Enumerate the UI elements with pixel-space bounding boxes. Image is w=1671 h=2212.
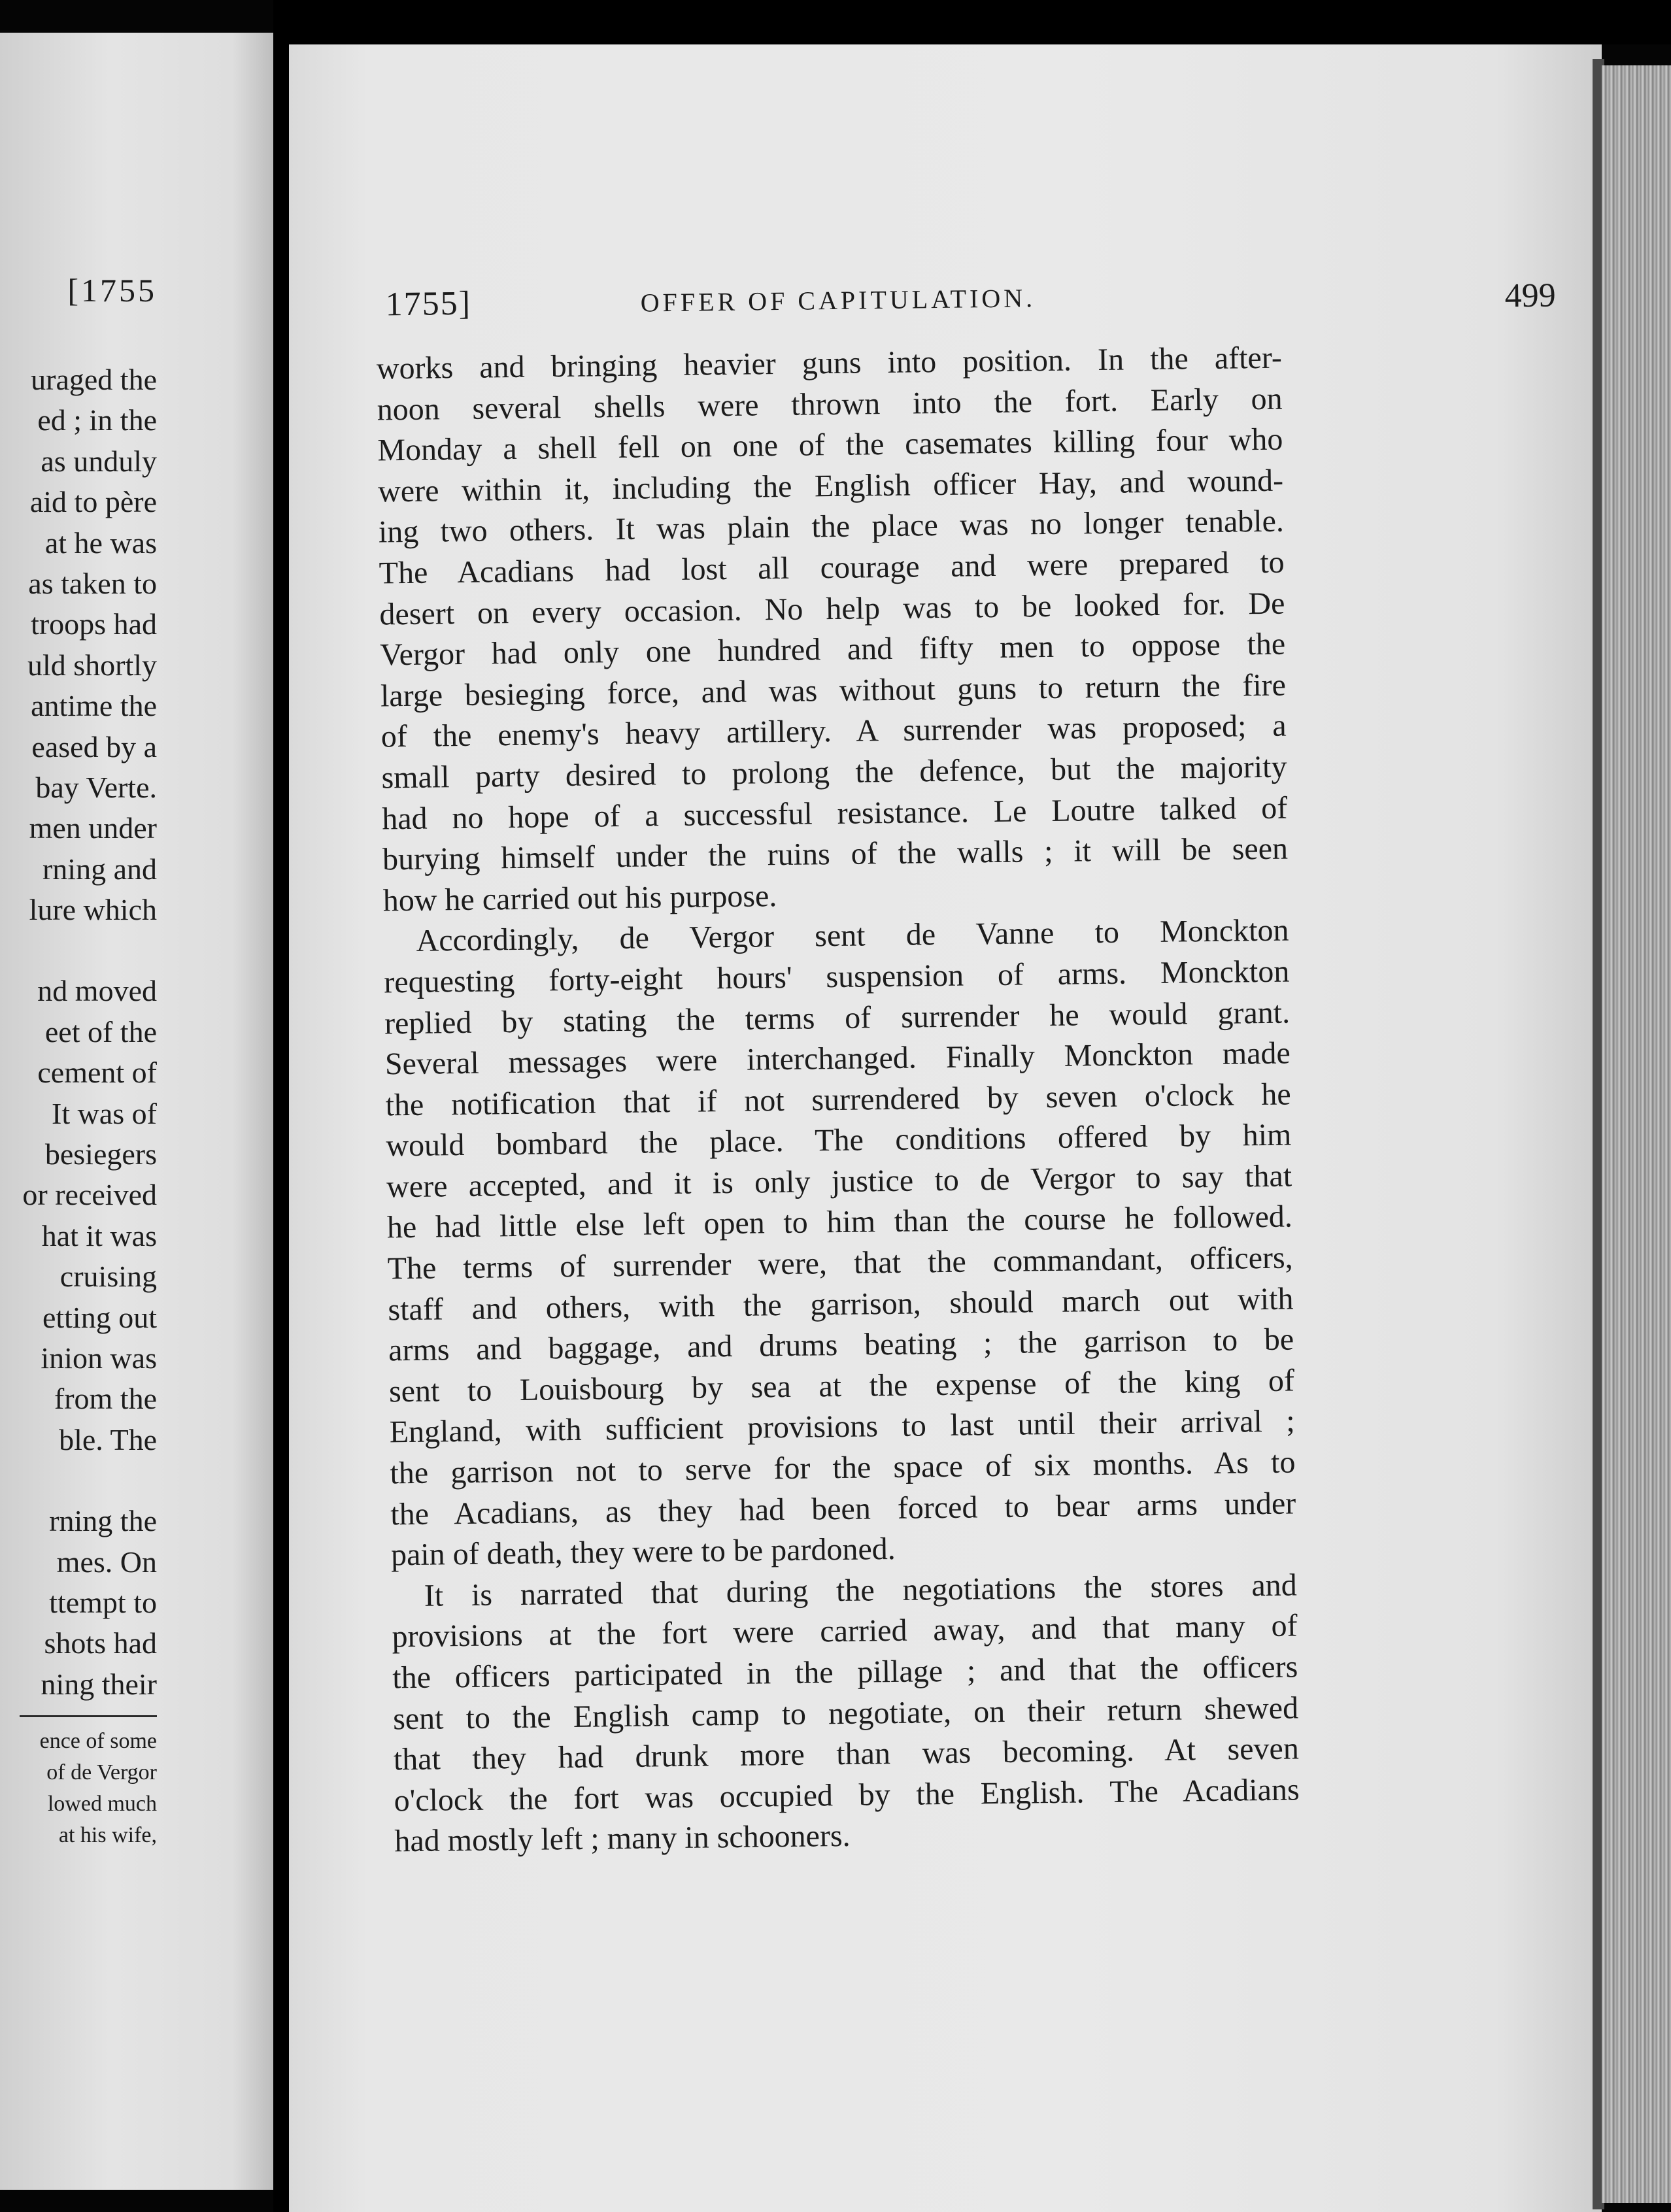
left-page-line: inion was (41, 1341, 157, 1375)
left-page-line: lure which (29, 893, 157, 927)
text-line: sent to the English camp to negotiate, on their return shewed (392, 1690, 1299, 1736)
left-footnote-line: of de Vergor (46, 1760, 157, 1785)
left-page-line: as unduly (41, 444, 157, 478)
text-line: pain of death, they were to be pardoned. (390, 1532, 896, 1573)
text-line: The Acadians had lost all courage and were prepared to (379, 545, 1285, 591)
left-page-line: shots had (44, 1626, 157, 1660)
text-line: works and bringing heavier guns into position. In the after- (376, 340, 1283, 386)
text-line: staff and others, with the garrison, should march out with (388, 1281, 1294, 1328)
left-page-line: ble. The (59, 1422, 157, 1456)
left-page-line: at he was (44, 526, 157, 560)
running-head-year: 1755] (385, 284, 472, 324)
text-line: the officers participated in the pillage ; and that the officers (392, 1649, 1298, 1696)
left-page-line: aid to père (29, 485, 157, 519)
text-line: desert on every occasion. No help was to be looked for. De (379, 586, 1285, 632)
text-line: Vergor had only one hundred and fifty men to oppose the (379, 626, 1286, 673)
text-line: arms and baggage, and drums beating ; the garrison to be (388, 1322, 1294, 1368)
text-line: the notification that if not surrendered by seven o'clock he (385, 1077, 1291, 1123)
left-page-text (0, 360, 157, 1705)
text-line: the Acadians, as they had been forced to bear arms under (390, 1486, 1296, 1532)
left-page-line: cruising (59, 1260, 157, 1294)
left-page-line: eet of the (44, 1014, 157, 1048)
running-head (385, 271, 1582, 337)
left-page-line: rning the (49, 1504, 157, 1538)
left-page-line: troops had (31, 607, 157, 641)
text-line: were accepted, and it is only justice to de Vergor to say that (386, 1158, 1292, 1205)
left-page-line: men under (29, 811, 157, 845)
page-number: 499 (1504, 276, 1557, 315)
running-head-title: OFFER OF CAPITULATION. (640, 283, 1036, 318)
book-page (289, 44, 1602, 2212)
text-line: had no hope of a successful resistance. Le Loutre talked of (381, 790, 1288, 836)
left-page-line: It was of (52, 1096, 157, 1130)
text-line: noon several shells were thrown into the fort. Early on (377, 381, 1283, 427)
text-line: were within it, including the English officer Hay, and wound- (377, 463, 1284, 509)
text-line: requesting forty-eight hours' suspension of arms. Monckton (384, 954, 1290, 1000)
left-page-line: from the (54, 1382, 157, 1416)
text-line: It is narrated that during the negotiations the stores and (424, 1567, 1298, 1613)
left-page-line: mes. On (56, 1545, 157, 1579)
page-content (278, 37, 1617, 2209)
left-page-line: as taken to (28, 566, 157, 600)
text-line: he had little else left open to him than the course he followed. (386, 1199, 1293, 1245)
left-page-line: ning their (41, 1667, 157, 1701)
left-page-line: rning and (42, 852, 157, 886)
text-line: how he carried out his purpose. (382, 878, 777, 918)
text-line: would bombard the place. The conditions offered by him (386, 1117, 1292, 1164)
text-line: o'clock the fort was occupied by the English. The Acadians (394, 1772, 1300, 1818)
left-page-line (0, 1460, 157, 1501)
text-line: the garrison not to serve for the space of six months. As to (390, 1445, 1296, 1491)
text-line: replied by stating the terms of surrender he would grant. (384, 995, 1291, 1041)
text-line: burying himself under the ruins of the walls ; it will be seen (382, 831, 1289, 877)
text-line: small party desired to prolong the defence, but the majority (381, 749, 1287, 796)
text-line: that they had drunk more than was becoming. At seven (393, 1731, 1300, 1777)
left-page-fragment (0, 33, 273, 2190)
left-page-line: bay Verte. (35, 770, 157, 804)
left-page-line: cement of (37, 1056, 157, 1090)
text-line: large besieging force, and was without guns to return the fire (380, 667, 1287, 714)
body-text (377, 338, 1300, 1863)
left-page-line: or received (22, 1178, 157, 1212)
left-page-line: eased by a (31, 729, 157, 763)
left-page-running-head: [1755 (67, 272, 157, 309)
left-footnote-line: lowed much (47, 1792, 157, 1816)
left-page-line (0, 930, 157, 971)
left-footnote-line: ence of some (39, 1729, 157, 1753)
page-edge-stack (1602, 65, 1671, 2203)
text-line: ing two others. It was plain the place was no longer tenable. (378, 503, 1285, 550)
left-page-line: hat it was (41, 1218, 157, 1252)
text-line: sent to Louisbourg by sea at the expense of the king of (388, 1363, 1295, 1409)
footnote-rule (20, 1715, 157, 1717)
left-page-line: uraged the (31, 363, 157, 396)
text-line: The terms of surrender were, that the commandant, officers, (387, 1240, 1293, 1286)
text-line: had mostly left ; many in schooners. (394, 1818, 851, 1859)
text-line: Several messages were interchanged. Finally Monckton made (384, 1035, 1291, 1082)
left-page-line: uld shortly (27, 648, 157, 682)
left-page-line: ed ; in the (37, 403, 157, 437)
text-line: Monday a shell fell on one of the casemates killing four who (377, 422, 1283, 468)
left-page-line: nd moved (37, 974, 157, 1008)
left-page-line: antime the (31, 689, 157, 723)
text-line: of the enemy's heavy artillery. A surrender was proposed; a (380, 708, 1287, 754)
left-footnote-line: at his wife, (58, 1823, 157, 1847)
left-page-line: besiegers (44, 1137, 157, 1171)
left-page-footnotes (0, 1726, 157, 1851)
text-line: England, with sufficient provisions to last until their arrival ; (389, 1403, 1295, 1450)
left-page-line: etting out (42, 1300, 157, 1334)
left-page-line: ttempt to (49, 1585, 157, 1619)
text-line: Accordingly, de Vergor sent de Vanne to Monckton (416, 913, 1289, 959)
text-line: provisions at the fort were carried away, and that many of (392, 1608, 1298, 1654)
